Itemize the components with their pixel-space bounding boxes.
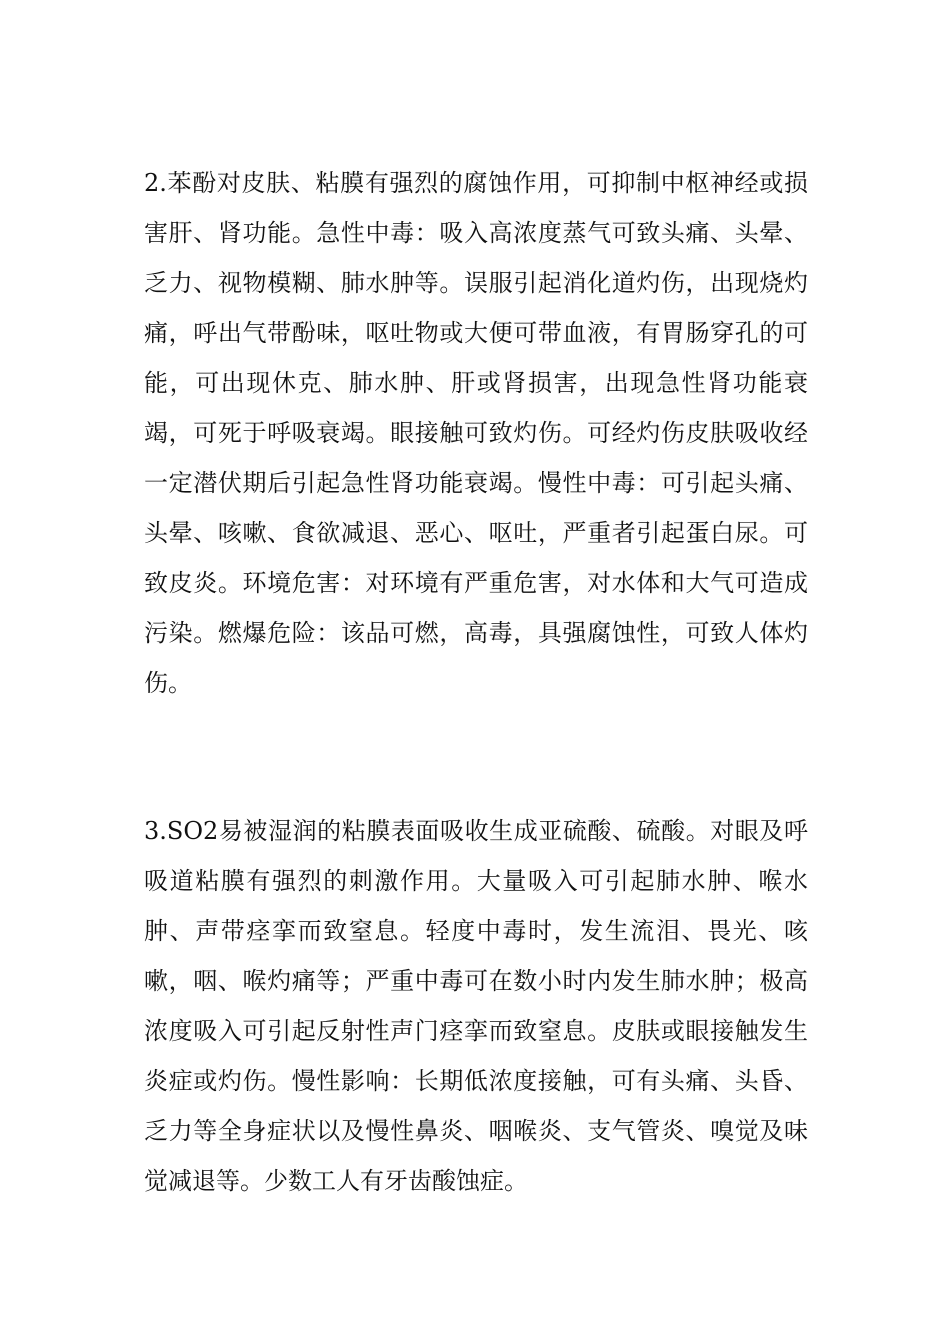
paragraph-phenol-toxicity: 2.苯酚对皮肤、粘膜有强烈的腐蚀作用，可抑制中枢神经或损害肝、肾功能。急性中毒：吸入高浓度蒸气可致头痛、头晕、乏力、视物模糊、肺水肿等。误服引起消化道灼伤，出现烧灼痛，呼出气带酚味，呕吐物或大便可带血液，有胃肠穿孔的可能，可出现休克、肺水肿、肝或肾损害，出现急性肾功能衰竭，可死于呼吸衰竭。眼接触可致灼伤。可经灼伤皮肤吸收经一定潜伏期后引起急性肾功能衰竭。慢性中毒：可引起头痛、头晕、咳嗽、食欲减退、恶心、呕吐，严重者引起蛋白尿。可致皮炎。环境危害：对环境有严重危害，对水体和大气可造成污染。燃爆危险：该品可燃，高毒，具强腐蚀性，可致人体灼伤。: [144, 169, 808, 697]
paragraph-so2-toxicity: 3.SO2易被湿润的粘膜表面吸收生成亚硫酸、硫酸。对眼及呼吸道粘膜有强烈的刺激作用。大量吸入可引起肺水肿、喉水肿、声带痉挛而致窒息。轻度中毒时，发生流泪、畏光、咳嗽，咽、喉灼痛等；严重中毒可在数小时内发生肺水肿；极高浓度吸入可引起反射性声门痉挛而致窒息。皮肤或眼接触发生炎症或灼伤。慢性影响：长期低浓度接触，可有头痛、头昏、乏力等全身症状以及慢性鼻炎、咽喉炎、支气管炎、嗅觉及味觉减退等。少数工人有牙齿酸蚀症。: [144, 817, 808, 1195]
